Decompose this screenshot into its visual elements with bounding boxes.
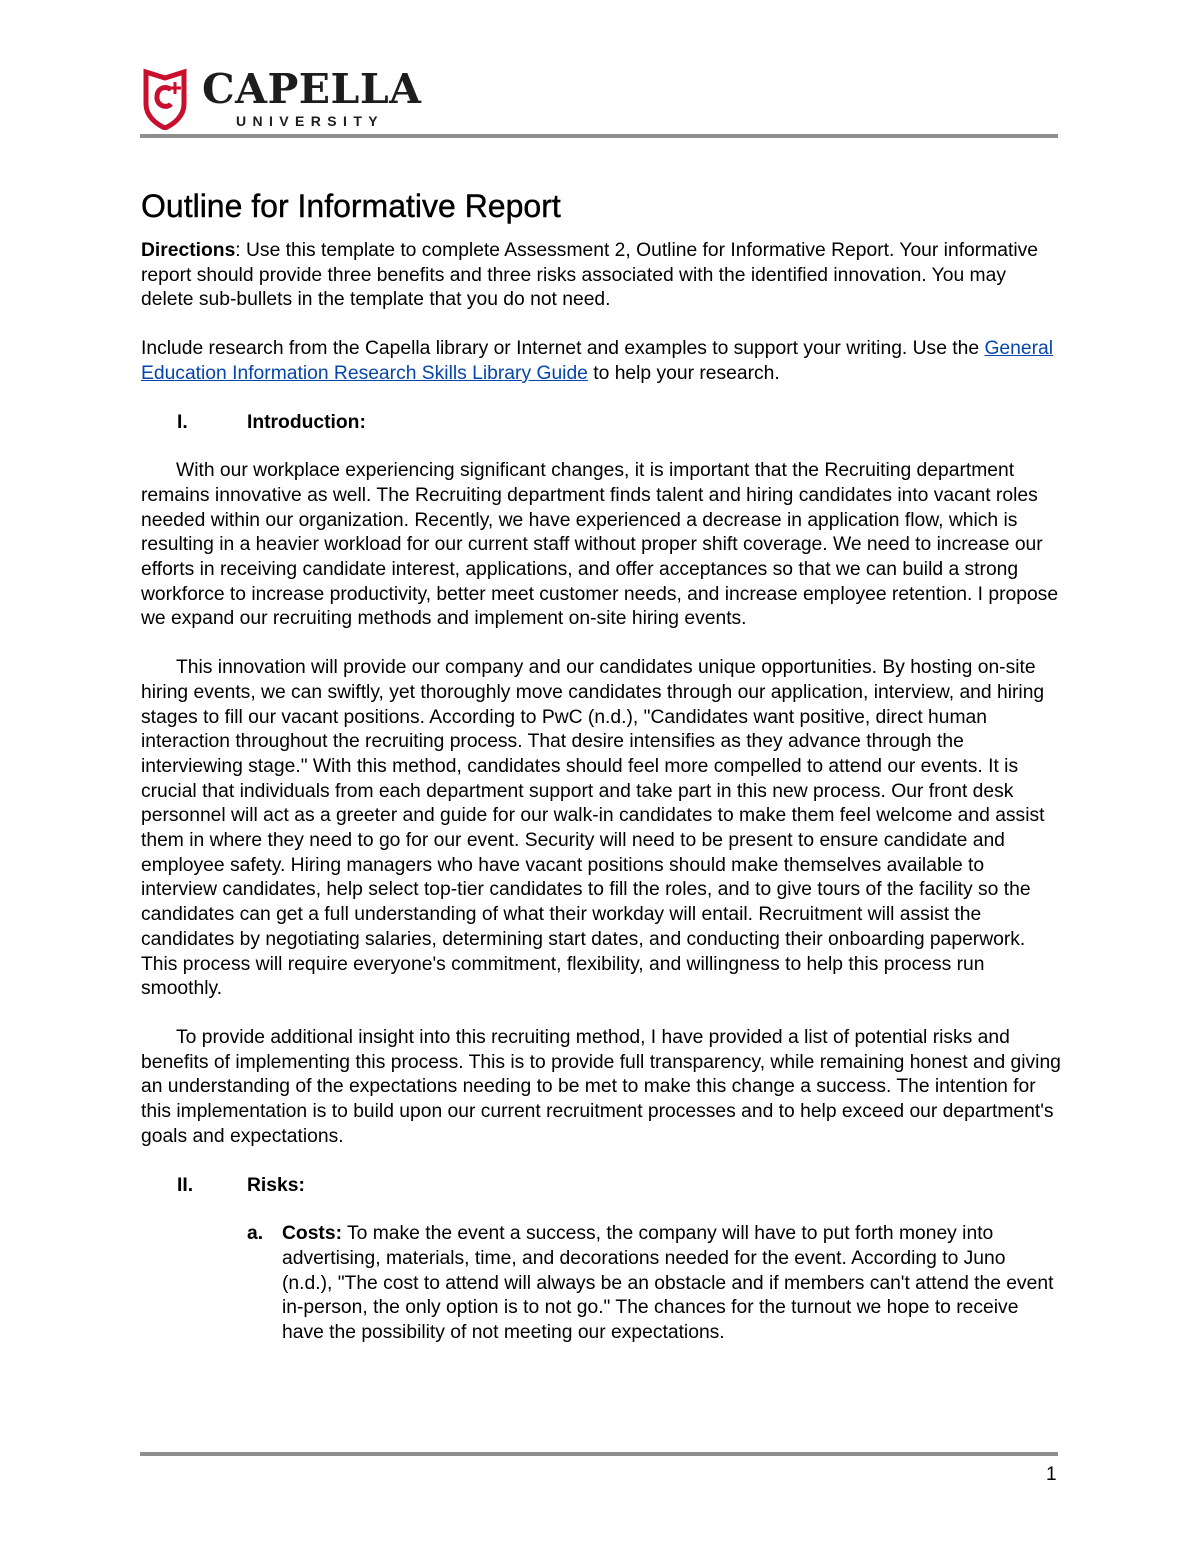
- research-text-before: Include research from the Capella library or Internet and examples to support your writing. Use the: [141, 338, 985, 360]
- library-guide-link[interactable]: General Education Information Research Skills Library Guide: [141, 338, 1054, 384]
- risk-text: To make the event a success, the company will have to put forth money into advertising, materials, time, and decorations needed for the event. According to Juno (n.d.), "The cost to attend will always be an obstacle and if members can't attend the event in-person, the only option is to not go." The chances for the turnout we hope to receive have the possibility of not meeting our expectations.: [282, 1223, 1054, 1344]
- section-heading-risks: [141, 1174, 1061, 1199]
- risk-label: Costs:: [282, 1223, 342, 1245]
- risk-item-costs: [247, 1222, 1061, 1346]
- directions-text: : Use this template to complete Assessment 2, Outline for Informative Report. Your informative report should provide three benefits and three risks associated with the identified innovation. You may delete sub-bullets in the template that you do not need.: [141, 240, 1038, 311]
- section-number: II.: [177, 1174, 194, 1196]
- intro-paragraph: With our workplace experiencing significant changes, it is important that the Recruiting department remains innovative as well. The Recruiting department finds talent and hiring candidates into vacant roles needed within our organization. Recently, we have experienced a decrease in application flow, which is resulting in a heavier workload for our current staff without proper shift coverage. We need to increase our efforts in receiving candidate interest, applications, and offer acceptances so that we can build a strong workforce to increase productivity, better meet customer needs, and increase employee retention. I propose we expand our recruiting methods and implement on-site hiring events.: [141, 460, 1059, 630]
- risk-body: [282, 1222, 1061, 1346]
- research-text-after: to help your research.: [587, 362, 780, 384]
- page-number: 1: [1046, 1464, 1057, 1485]
- shield-icon: [140, 68, 190, 130]
- capella-logo: [140, 66, 440, 132]
- directions-label: Directions: [141, 240, 236, 261]
- intro-paragraph: To provide additional insight into this recruiting method, I have provided a list of potential risks and benefits of implementing this process. This is to provide full transparency, while remaining honest and giving an understanding of the expectations needing to be met to make this change a success. The intention for this implementation is to build upon our current recruitment processes and to help exceed our department's goals and expectations.: [141, 1026, 1061, 1147]
- risk-letter: a.: [247, 1223, 264, 1245]
- research-paragraph: [141, 337, 1061, 386]
- header-divider: [140, 134, 1058, 138]
- page-title: Outline for Informative Report: [141, 188, 561, 224]
- section-title: Introduction:: [247, 411, 366, 433]
- directions-paragraph: [141, 239, 1061, 313]
- intro-paragraph: This innovation will provide our company and our candidates unique opportunities. By hosting on-site hiring events, we can swiftly, yet thoroughly move candidates through our application, interview, and hiring stages to fill our vacant positions. According to PwC (n.d.), "Candidates want positive, direct human interaction throughout the recruiting process. That desire intensifies as they advance through the interviewing stage." With this method, candidates should feel more compelled to attend our events. It is crucial that individuals from each department support and take part in this new process. Our front desk personnel will act as a greeter and guide for our walk-in candidates to make them feel welcome and assist them in where they need to go for our event. Security will need to be present to ensure candidate and employee safety. Hiring managers who have vacant positions should make themselves available to interview candidates, help select top-tier candidates to fill the roles, and to give tours of the facility so the candidates can get a full understanding of what their workday will entail. Recruitment will assist the candidates by negotiating salaries, determining start dates, and conducting their onboarding paperwork. This process will require everyone's commitment, flexibility, and willingness to help this process run smoothly.: [141, 657, 1045, 1000]
- footer-divider: [140, 1452, 1058, 1456]
- section-title: Risks:: [247, 1174, 305, 1196]
- logo-name: CAPELLA: [202, 65, 422, 113]
- section-heading-introduction: [141, 411, 1061, 436]
- section-number: I.: [177, 411, 188, 433]
- logo-subtitle: UNIVERSITY: [236, 113, 385, 129]
- document-body: [141, 186, 1061, 1346]
